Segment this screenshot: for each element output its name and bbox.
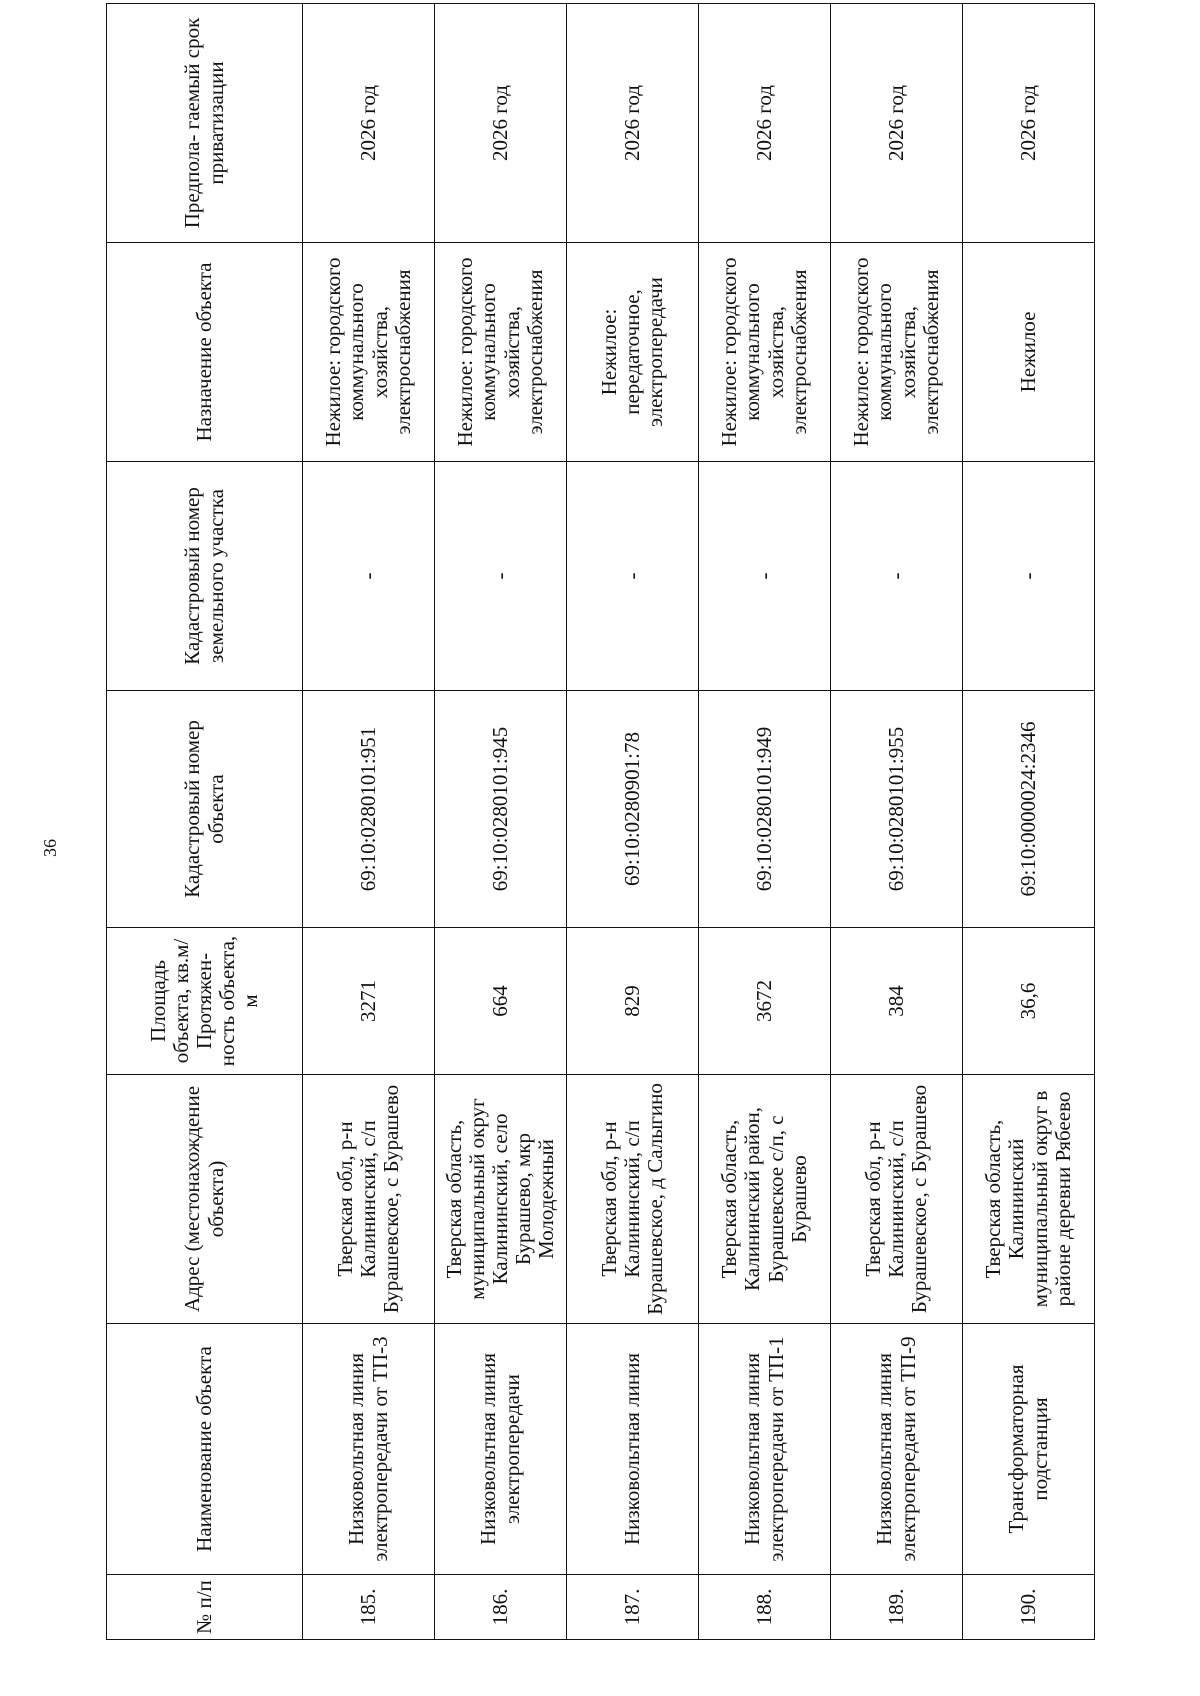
header-purpose: Назначение объекта bbox=[107, 243, 303, 462]
header-area: Площадь объекта, кв.м/ Протяжен- ность объекта, м bbox=[107, 928, 303, 1075]
cell-name: Низковольтная линия электропередачи от ТП-1 bbox=[699, 1324, 831, 1575]
table-row bbox=[567, 4, 699, 1640]
cell-cadastral-land: - bbox=[567, 462, 699, 691]
cell-address: Тверская область, муниципальный округ Калининский, село Бурашево, мкр Молодежный bbox=[435, 1075, 567, 1324]
header-cadastral-object: Кадастровый номер объекта bbox=[107, 691, 303, 928]
cell-cadastral-object: 69:10:0280101:955 bbox=[831, 691, 963, 928]
header-name: Наименование объекта bbox=[107, 1324, 303, 1575]
table-row bbox=[303, 4, 435, 1640]
cell-cadastral-object: 69:10:0280901:78 bbox=[567, 691, 699, 928]
cell-area: 384 bbox=[831, 928, 963, 1075]
cell-number: 187. bbox=[567, 1575, 699, 1640]
cell-name: Низковольтная линия bbox=[567, 1324, 699, 1575]
cell-purpose: Нежилое: городского коммунального хозяйства, электроснабжения bbox=[435, 243, 567, 462]
privatization-table-container bbox=[106, 17, 1094, 1640]
cell-number: 190. bbox=[963, 1575, 1095, 1640]
page-number: 36 bbox=[40, 839, 60, 857]
cell-area: 829 bbox=[567, 928, 699, 1075]
privatization-table bbox=[106, 3, 1095, 1640]
cell-purpose: Нежилое: городского коммунального хозяйства, электроснабжения bbox=[831, 243, 963, 462]
cell-cadastral-land: - bbox=[963, 462, 1095, 691]
cell-purpose: Нежилое: передаточное, электропередачи bbox=[567, 243, 699, 462]
cell-number: 186. bbox=[435, 1575, 567, 1640]
cell-area: 3672 bbox=[699, 928, 831, 1075]
table-header-row bbox=[107, 4, 303, 1640]
cell-number: 188. bbox=[699, 1575, 831, 1640]
cell-purpose: Нежилое bbox=[963, 243, 1095, 462]
cell-address: Тверская обл, р-н Калининский, с/п Бурашевское, с Бурашево bbox=[831, 1075, 963, 1324]
cell-name: Низковольтная линия электропередачи bbox=[435, 1324, 567, 1575]
cell-cadastral-land: - bbox=[435, 462, 567, 691]
table-row bbox=[831, 4, 963, 1640]
cell-privatization-term: 2026 год bbox=[567, 4, 699, 243]
cell-area: 3271 bbox=[303, 928, 435, 1075]
table-row bbox=[435, 4, 567, 1640]
cell-cadastral-land: - bbox=[699, 462, 831, 691]
cell-privatization-term: 2026 год bbox=[963, 4, 1095, 243]
cell-name: Низковольтная линия электропередачи от ТП-9 bbox=[831, 1324, 963, 1575]
cell-number: 189. bbox=[831, 1575, 963, 1640]
cell-address: Тверская обл, р-н Калининский, с/п Бурашевское, с Бурашево bbox=[303, 1075, 435, 1324]
cell-area: 664 bbox=[435, 928, 567, 1075]
header-cadastral-land: Кадастровый номер земельного участка bbox=[107, 462, 303, 691]
cell-cadastral-land: - bbox=[831, 462, 963, 691]
header-privatization-term: Предпола- гаемый срок приватизации bbox=[107, 4, 303, 243]
cell-name: Низковольтная линия электропередачи от ТП-3 bbox=[303, 1324, 435, 1575]
table-row bbox=[699, 4, 831, 1640]
cell-name: Трансформаторная подстанция bbox=[963, 1324, 1095, 1575]
header-number: № п/п bbox=[107, 1575, 303, 1640]
cell-privatization-term: 2026 год bbox=[831, 4, 963, 243]
cell-cadastral-object: 69:10:0280101:945 bbox=[435, 691, 567, 928]
cell-address: Тверская область, Калининский муниципальный округ в районе деревни Рябеево bbox=[963, 1075, 1095, 1324]
table-row bbox=[963, 4, 1095, 1640]
cell-purpose: Нежилое: городского коммунального хозяйства, электроснабжения bbox=[303, 243, 435, 462]
cell-cadastral-object: 69:10:0280101:951 bbox=[303, 691, 435, 928]
cell-privatization-term: 2026 год bbox=[435, 4, 567, 243]
cell-address: Тверская обл, р-н Калининский, с/п Бурашевское, д Салыгино bbox=[567, 1075, 699, 1324]
cell-area: 36,6 bbox=[963, 928, 1095, 1075]
cell-number: 185. bbox=[303, 1575, 435, 1640]
cell-cadastral-object: 69:10:0280101:949 bbox=[699, 691, 831, 928]
cell-privatization-term: 2026 год bbox=[699, 4, 831, 243]
cell-cadastral-object: 69:10:0000024:2346 bbox=[963, 691, 1095, 928]
cell-privatization-term: 2026 год bbox=[303, 4, 435, 243]
cell-address: Тверская область, Калининский район, Бурашевское с/п, с Бурашево bbox=[699, 1075, 831, 1324]
cell-purpose: Нежилое: городского коммунального хозяйства, электроснабжения bbox=[699, 243, 831, 462]
header-address: Адрес (местонахождение объекта) bbox=[107, 1075, 303, 1324]
cell-cadastral-land: - bbox=[303, 462, 435, 691]
